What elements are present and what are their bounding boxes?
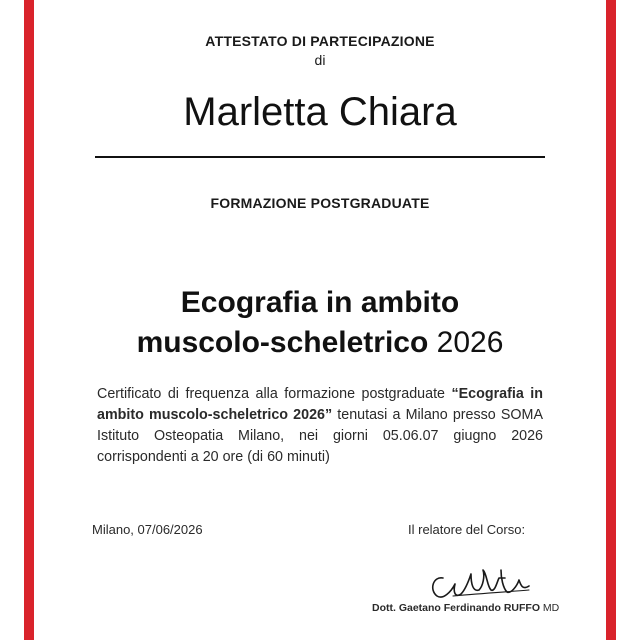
body-part2: tenutasi a Milano presso SOMA Istituto Osteopatia Milano, nei giorni 05.06.07 giugno 2026 corrispondenti a 20 ore (di 60 minuti) (97, 407, 543, 465)
place-date: Milano, 07/06/2026 (92, 522, 203, 537)
signer-prefix: Dott. Gaetano Ferdinando (372, 602, 501, 614)
body-quoted-title: “Ecografia in ambito muscolo-scheletrico 2026” (97, 386, 543, 423)
name-underline (95, 156, 545, 158)
signer-suffix: MD (540, 602, 560, 614)
signer-surname: RUFFO (503, 602, 541, 614)
relatore-label: Il relatore del Corso: (408, 522, 526, 537)
certificate-body (97, 384, 543, 468)
course-year: 2026 (436, 326, 504, 359)
heading-connector: di (314, 52, 326, 68)
program-type: FORMAZIONE POSTGRADUATE (210, 195, 430, 211)
recipient-name: Marletta Chiara (183, 90, 457, 134)
handwritten-signature (425, 556, 535, 606)
body-part1: Certificato di frequenza alla formazione postgraduate (97, 386, 452, 402)
signer-name (372, 602, 559, 614)
course-title (60, 283, 580, 363)
course-title-line2: muscolo-scheletrico (136, 326, 429, 359)
course-title-line1: Ecografia in ambito (180, 286, 460, 319)
certificate-heading: ATTESTATO DI PARTECIPAZIONE (205, 33, 435, 49)
